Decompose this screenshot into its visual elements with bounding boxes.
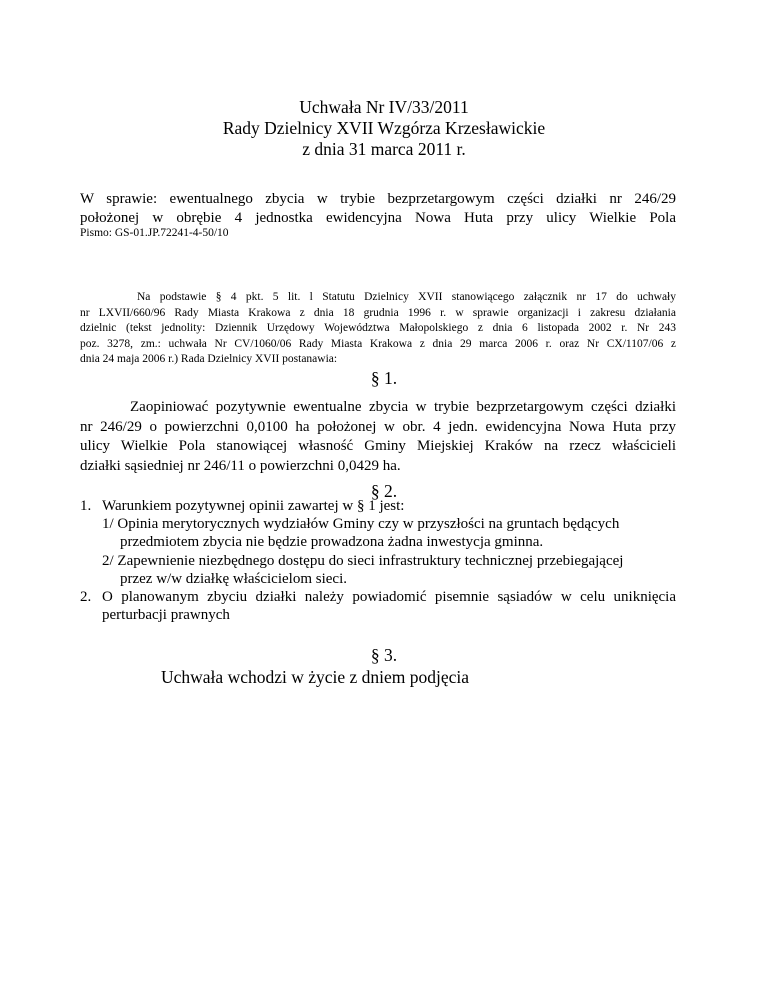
list-item-text: Warunkiem pozytywnej opinii zawartej w § 1 jest: — [102, 498, 405, 514]
section-1-paragraph — [80, 398, 676, 476]
resolution-date: z dnia 31 marca 2011 r. — [302, 139, 466, 159]
list-item-text: O planowanym zbyciu działki należy powiadomić pisemnie sąsiadów w celu uniknięcia — [102, 589, 676, 606]
subject-paragraph — [80, 190, 676, 228]
legal-basis-paragraph — [80, 290, 676, 368]
resolution-council: Rady Dzielnicy XVII Wzgórza Krzesławickie — [222, 118, 546, 138]
legal-basis-line: nr LXVII/660/96 Rady Miasta Krakowa z dnia 18 grudnia 1996 r. w sprawie organizacji i zakresu działania — [80, 306, 676, 319]
list-item-number: 1. — [80, 498, 92, 514]
list-item — [80, 588, 676, 606]
list-item — [80, 497, 676, 515]
legal-basis-line: poz. 3278, zm.: uchwała Nr CV/1060/06 Rady Miasta Krakowa z dnia 29 marca 2006 r. oraz Nr CX/1107/06 z — [80, 337, 676, 350]
list-item-continuation: perturbacji prawnych — [102, 607, 230, 624]
letter-reference: Pismo: GS-01.JP.72241-4-50/10 — [80, 227, 229, 239]
section-3-text: Uchwała wchodzi w życie z dniem podjęcia — [161, 667, 470, 687]
section-2-heading: § 2. — [370, 481, 398, 501]
subject-line: położonej w obrębie 4 jednostka ewidencyjna Nowa Huta przy ulicy Wielkie Pola — [80, 210, 676, 226]
legal-basis-line: dzielnic (tekst jednolity: Dziennik Urzędowy Województwa Małopolskiego z dnia 6 listopada 2002 r. Nr 243 — [80, 322, 676, 335]
section-1-line: Zaopiniować pozytywnie ewentualne zbycia w trybie bezprzetargowym części działki — [130, 399, 676, 415]
legal-basis-line: dnia 24 maja 2006 r.) Rada Dzielnicy XVII postanawia: — [80, 353, 338, 366]
sub-item-2-line: 2/ Zapewnienie niezbędnego dostępu do sieci infrastruktury technicznej przebiegającej — [102, 552, 624, 569]
section-1-line: ulicy Wielkie Pola stanowiącej własność Gminy Miejskiej Kraków na rzecz właścicieli — [80, 438, 676, 454]
section-3-heading: § 3. — [370, 645, 398, 665]
section-2-list — [80, 497, 676, 624]
legal-basis-line: Na podstawie § 4 pkt. 5 lit. l Statutu Dzielnicy XVII stanowiącego załącznik nr 17 do uchwały — [137, 291, 676, 303]
sub-item-1-continuation: przedmiotem zbycia nie będzie prowadzona żadna inwestycja gminna. — [120, 534, 544, 551]
section-1-line: nr 246/29 o powierzchni 0,0100 ha położonej w obr. 4 jedn. ewidencyjna Nowa Huta przy — [80, 418, 676, 435]
sub-item-1-line: 1/ Opinia merytorycznych wydziałów Gminy czy w przyszłości na gruntach będących — [102, 516, 620, 533]
section-1-heading: § 1. — [370, 368, 398, 388]
list-item-number: 2. — [80, 589, 92, 606]
resolution-title: Uchwała Nr IV/33/2011 — [299, 97, 469, 117]
sub-item-2-continuation: przez w/w działkę właścicielom sieci. — [120, 570, 347, 587]
section-1-line: działki sąsiedniej nr 246/11 o powierzchni 0,0429 ha. — [80, 457, 401, 474]
resolution-header — [0, 97, 768, 160]
subject-line: W sprawie: ewentualnego zbycia w trybie bezprzetargowym części działki nr 246/29 — [80, 191, 676, 207]
